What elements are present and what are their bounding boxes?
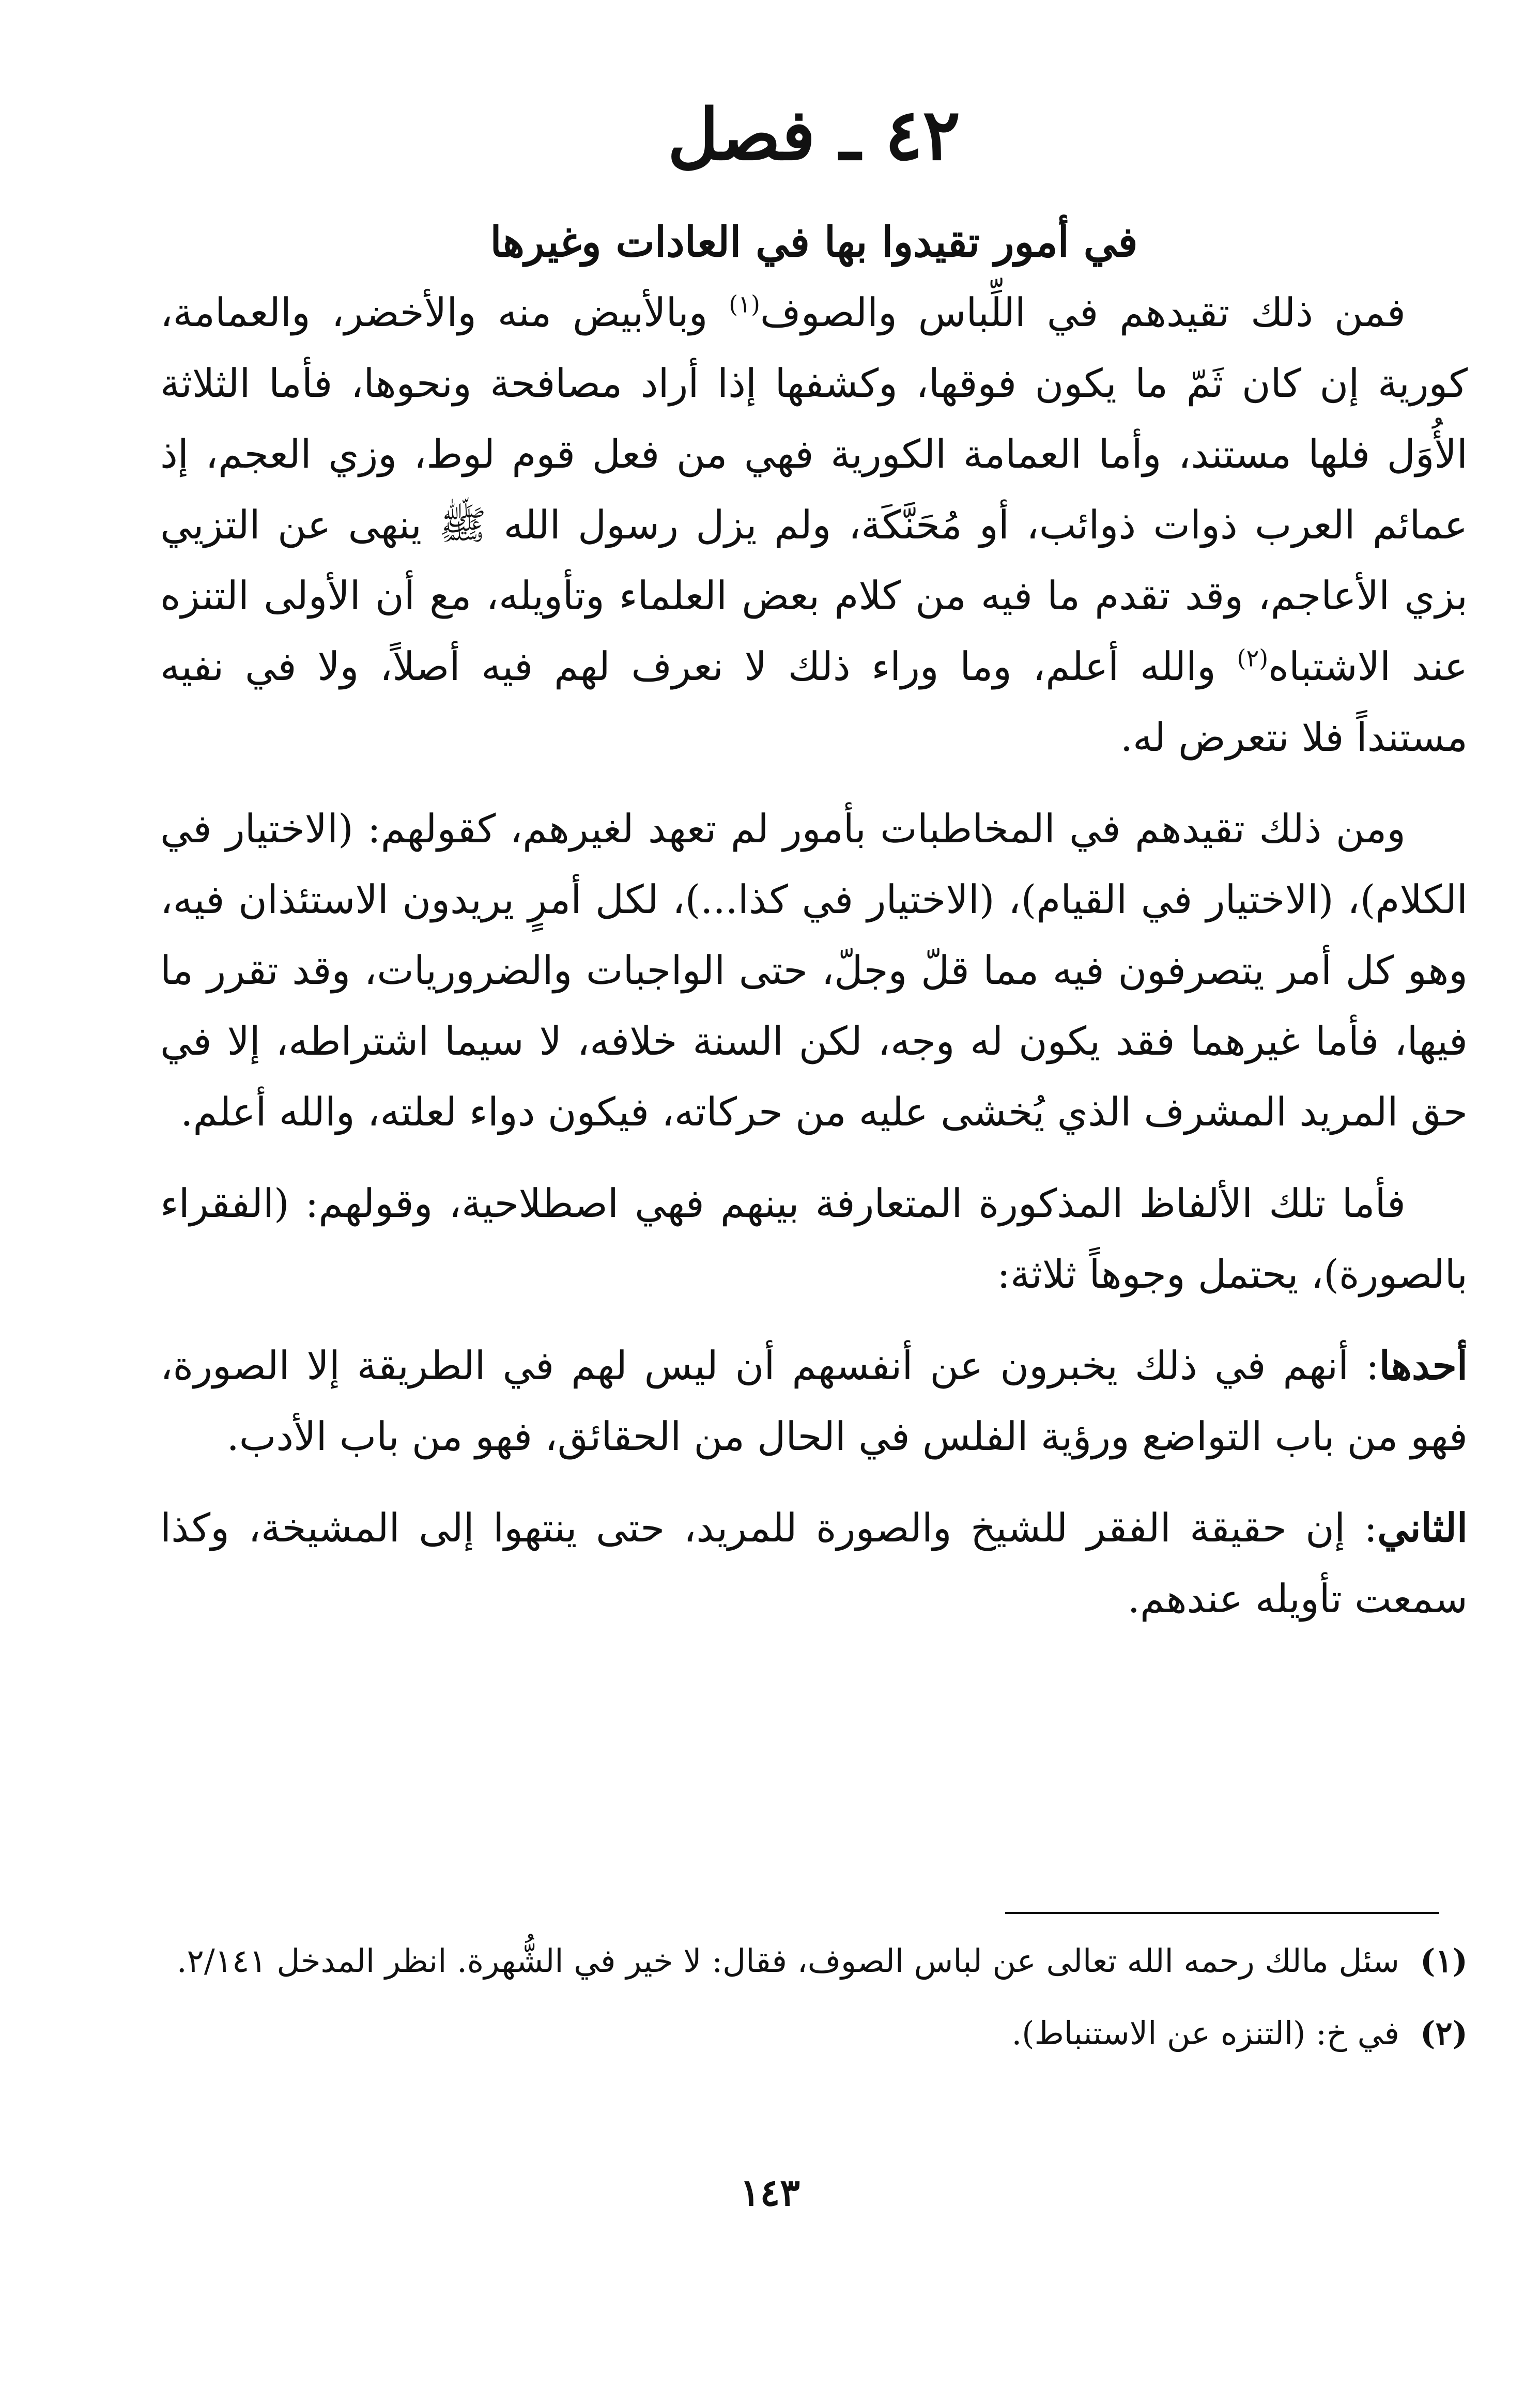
main-text bbox=[160, 93, 1468, 1655]
footnote-ref-2: (٢) bbox=[1237, 644, 1269, 672]
footnotes bbox=[160, 1933, 1468, 2077]
chapter-word: فصل bbox=[667, 94, 815, 176]
footnote-2 bbox=[160, 2005, 1468, 2062]
chapter-number: ٤٢ bbox=[885, 94, 961, 176]
paragraph-1-text-b: وبالأبيض منه والأخضر، والعمامة، كورية إن كان ثَمّ ما يكون فوقها، وكشفها إذا أراد مصافحة ونحوها، فأما الثلاثة الأُوَل فلها مستند، وأما العمامة الكورية فهي من فعل قوم لوط، وزي العجم، إذ عمائم العرب ذوات ذوائب، أو مُحَنَّكَة، ولم يزل رسول الله ﷺ ينهى عن التزيي بزي الأعاجم، وقد تقدم ما فيه من كلام بعض العلماء وتأويله، مع أن الأولى التنزه عند الاشتباه bbox=[160, 289, 1468, 689]
footnote-1-text: سئل مالك رحمه الله تعالى عن لباس الصوف، فقال: لا خير في الشُّهرة. انظر المدخل ٢/١٤١. bbox=[176, 1942, 1399, 1980]
paragraph-3 bbox=[160, 1168, 1468, 1309]
paragraph-1-text-c: والله أعلم، وما وراء ذلك لا نعرف لهم فيه أصلاً، ولا في نفيه مستنداً فلا نتعرض له. bbox=[160, 643, 1468, 760]
paragraph-4-lead: أحدها bbox=[1379, 1343, 1468, 1388]
paragraph-5-text: : إن حقيقة الفقر للشيخ والصورة للمريد، حتى ينتهوا إلى المشيخة، وكذا سمعت تأويله عندهم. bbox=[160, 1505, 1468, 1622]
chapter-title bbox=[160, 93, 1468, 212]
paragraph-2 bbox=[160, 793, 1468, 1147]
chapter-dash: ـ bbox=[840, 94, 860, 176]
page-number: ١٤٣ bbox=[740, 2170, 800, 2214]
footnote-2-number: (٢) bbox=[1420, 2014, 1468, 2052]
paragraph-1 bbox=[160, 277, 1468, 773]
section-heading: في أمور تقيدوا بها في العادات وغيرها bbox=[490, 218, 1138, 266]
footnote-ref-1: (١) bbox=[729, 290, 760, 318]
footnote-divider bbox=[1005, 1912, 1439, 1914]
paragraph-3-text: فأما تلك الألفاظ المذكورة المتعارفة بينهم فهي اصطلاحية، وقولهم: (الفقراء بالصورة)، يحتمل وجوهاً ثلاثة: bbox=[160, 1180, 1468, 1297]
footnote-1 bbox=[160, 1933, 1468, 1989]
paragraph-4 bbox=[160, 1330, 1468, 1472]
paragraph-5-lead: الثاني bbox=[1377, 1505, 1468, 1551]
footnote-2-text: في خ: (التنزه عن الاستنباط). bbox=[1011, 2014, 1399, 2052]
paragraph-5 bbox=[160, 1492, 1468, 1634]
paragraph-1-text-a: فمن ذلك تقيدهم في اللِّباس والصوف bbox=[760, 289, 1406, 335]
paragraph-2-text: ومن ذلك تقيدهم في المخاطبات بأمور لم تعهد لغيرهم، كقولهم: (الاختيار في الكلام)، (الاختيار في القيام)، (الاختيار في كذا...)، لكل أمرٍ يريدون الاستئذان فيه، وهو كل أمر يتصرفون فيه مما قلّ وجلّ، حتى الواجبات والضروريات، وقد تقرر ما فيها، فأما غيرهما فقد يكون له وجه، لكن السنة خلافه، لا سيما اشتراطه، إلا في حق المريد المشرف الذي يُخشى عليه من حركاته، فيكون دواء لعلته، والله أعلم. bbox=[160, 806, 1468, 1135]
footnote-1-number: (١) bbox=[1420, 1942, 1468, 1980]
paragraph-4-text: : أنهم في ذلك يخبرون عن أنفسهم أن ليس لهم في الطريقة إلا الصورة، فهو من باب التواضع ورؤية الفلس في الحال من الحقائق، فهو من باب الأدب. bbox=[160, 1343, 1468, 1459]
